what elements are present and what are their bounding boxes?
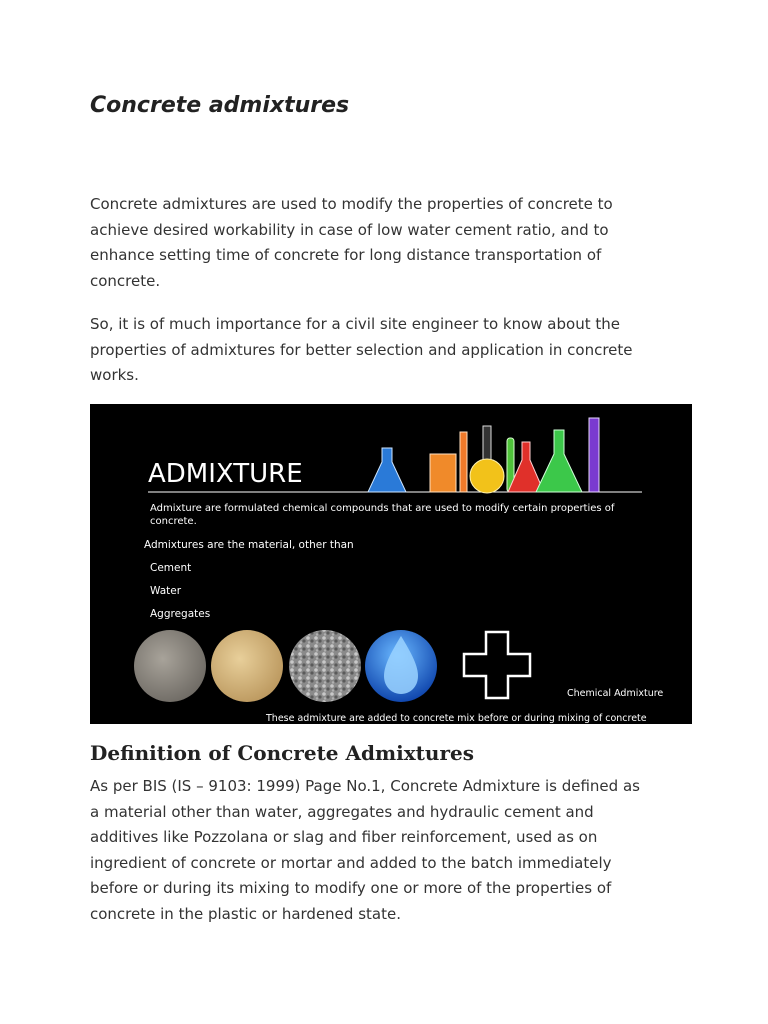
admixture-figure bbox=[90, 404, 692, 724]
section-heading: Definition of Concrete Admixtures bbox=[90, 741, 474, 765]
figure-material-aggregates: Aggregates bbox=[150, 608, 211, 620]
blue-flask-icon bbox=[368, 448, 406, 492]
yellow-flask-neck bbox=[483, 426, 491, 462]
importance-paragraph: So, it is of much importance for a civil site engineer to know about the properties of admixtures for better selection and application in concrete works. bbox=[90, 315, 633, 384]
definition-paragraph: As per BIS (IS – 9103: 1999) Page No.1, Concrete Admixture is defined as a material other than water, aggregates and hydraulic cement and additives like Pozzolana or slag and fiber reinforcement, used as on ingredient of concrete or mortar and added to the batch immediately before or during its mixing to modify one or more of the properties of concrete in the plastic or hardened state. bbox=[90, 777, 640, 923]
green-flask-icon bbox=[536, 430, 582, 492]
admixture-figure-svg bbox=[90, 404, 692, 724]
figure-definition-line2: concrete. bbox=[150, 516, 197, 527]
plus-icon bbox=[464, 632, 530, 698]
cement-image bbox=[134, 630, 206, 702]
page-title: Concrete admixtures bbox=[90, 93, 350, 118]
figure-material-intro: Admixtures are the material, other than bbox=[144, 539, 354, 551]
sand-image bbox=[211, 630, 283, 702]
lab-glassware-icon bbox=[368, 418, 599, 493]
figure-definition-line1: Admixture are formulated chemical compounds that are used to modify certain properties of bbox=[150, 503, 615, 514]
yellow-flask-icon bbox=[470, 459, 504, 493]
purple-cylinder-icon bbox=[589, 418, 599, 492]
figure-heading: ADMIXTURE bbox=[148, 459, 303, 489]
intro-paragraph: Concrete admixtures are used to modify the properties of concrete to achieve desired workability in case of low water cement ratio, and to enhance setting time of concrete for long distance transportation of concrete. bbox=[90, 195, 613, 290]
figure-material-cement: Cement bbox=[150, 562, 192, 574]
orange-cylinder-icon bbox=[460, 432, 467, 492]
figure-material-water: Water bbox=[150, 585, 182, 597]
figure-footer: These admixture are added to concrete mix before or during mixing of concrete bbox=[266, 713, 647, 724]
aggregates-image bbox=[289, 630, 361, 702]
orange-beaker-icon bbox=[430, 454, 456, 492]
figure-chemical-label: Chemical Admixture bbox=[567, 688, 664, 699]
